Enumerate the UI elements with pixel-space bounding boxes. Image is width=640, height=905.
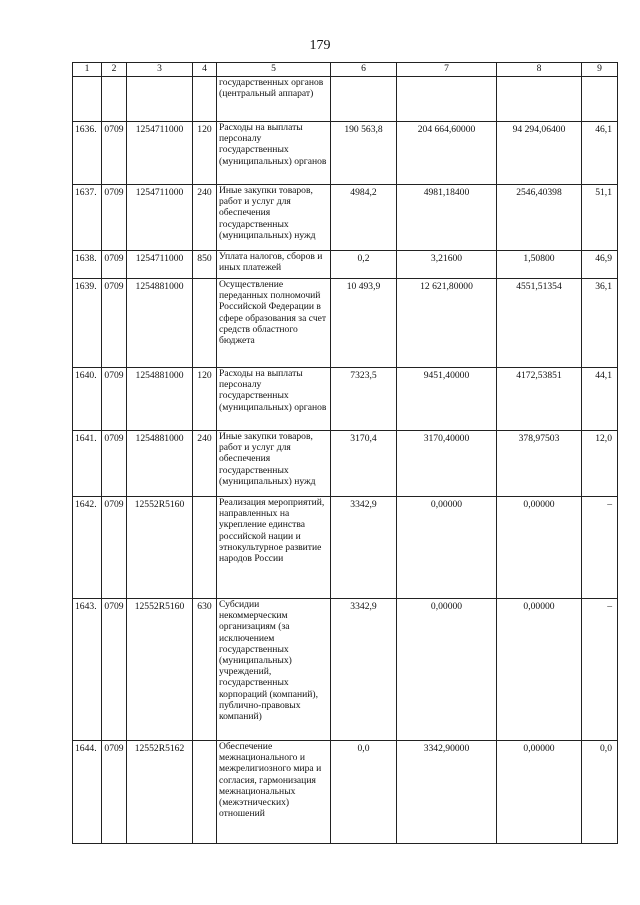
section-code: 0709 [102,368,127,431]
col8-value: 1,50800 [497,251,582,279]
table-row [73,185,618,251]
target-code: 12552R5162 [127,741,193,844]
target-code: 12552R5160 [127,497,193,599]
section-code: 0709 [102,251,127,279]
target-code: 1254711000 [127,185,193,251]
target-code: 1254711000 [127,251,193,279]
item-name: Расходы на выплаты персоналу государственных (муниципальных) органов [217,368,331,431]
item-name: Осуществление переданных полномочий Российской Федерации в сфере образования за счет средств областного бюджета [217,279,331,368]
item-name: Обеспечение межнационального и межрелигиозного мира и согласия, гармонизация межнациональных (межэтнических) отношений [217,741,331,844]
percent-value: 12,0 [582,431,618,497]
percent-value: – [582,497,618,599]
col7-value: 9451,40000 [397,368,497,431]
percent-value: 46,9 [582,251,618,279]
col7-value: 0,00000 [397,599,497,741]
col7-value: 12 621,80000 [397,279,497,368]
col7-value: 4981,18400 [397,185,497,251]
percent-value: 0,0 [582,741,618,844]
col8-value: 378,97503 [497,431,582,497]
table-row [73,122,618,185]
col6-value: 7323,5 [331,368,397,431]
col8-value: 4172,53851 [497,368,582,431]
column-header: 4 [193,63,217,77]
percent-value: 36,1 [582,279,618,368]
row-number: 1644. [73,741,102,844]
column-header: 7 [397,63,497,77]
col7-value: 3,21600 [397,251,497,279]
item-name: Реализация мероприятий, направленных на укрепление единства российской нации и этнокультурное развитие народов России [217,497,331,599]
expense-type-code: 120 [193,122,217,185]
row-number: 1641. [73,431,102,497]
col6-value: 0,2 [331,251,397,279]
row-number [73,77,102,122]
item-name: Субсидии некоммерческим организациям (за исключением государственных (муниципальных) учреждений, государственных корпораций (компаний), публично-правовых компаний) [217,599,331,741]
row-number: 1636. [73,122,102,185]
col6-value: 190 563,8 [331,122,397,185]
percent-value [582,77,618,122]
item-name: государственных органов (центральный аппарат) [217,77,331,122]
row-number: 1643. [73,599,102,741]
table-row [73,431,618,497]
target-code: 1254881000 [127,279,193,368]
row-number: 1639. [73,279,102,368]
column-header: 8 [497,63,582,77]
item-name: Иные закупки товаров, работ и услуг для обеспечения государственных (муниципальных) нужд [217,185,331,251]
table-row [73,599,618,741]
section-code: 0709 [102,122,127,185]
col7-value: 3170,40000 [397,431,497,497]
percent-value: 51,1 [582,185,618,251]
expense-type-code [193,279,217,368]
col6-value: 3342,9 [331,599,397,741]
target-code: 1254881000 [127,431,193,497]
col7-value: 3342,90000 [397,741,497,844]
section-code: 0709 [102,279,127,368]
row-number: 1642. [73,497,102,599]
row-number: 1638. [73,251,102,279]
table-row [73,77,618,122]
percent-value: – [582,599,618,741]
col8-value: 0,00000 [497,599,582,741]
expense-type-code: 850 [193,251,217,279]
col6-value: 3342,9 [331,497,397,599]
table-row [73,279,618,368]
target-code: 1254711000 [127,122,193,185]
expense-type-code: 630 [193,599,217,741]
table-row [73,741,618,844]
item-name: Расходы на выплаты персоналу государственных (муниципальных) органов [217,122,331,185]
col8-value: 2546,40398 [497,185,582,251]
item-name: Иные закупки товаров, работ и услуг для обеспечения государственных (муниципальных) нужд [217,431,331,497]
col8-value: 0,00000 [497,741,582,844]
col8-value: 94 294,06400 [497,122,582,185]
percent-value: 44,1 [582,368,618,431]
table-row [73,368,618,431]
section-code: 0709 [102,431,127,497]
column-header: 3 [127,63,193,77]
col7-value: 0,00000 [397,497,497,599]
target-code [127,77,193,122]
column-header: 2 [102,63,127,77]
page-number: 179 [309,38,331,53]
budget-table [72,62,618,844]
col7-value [397,77,497,122]
row-number: 1637. [73,185,102,251]
column-header: 6 [331,63,397,77]
item-name: Уплата налогов, сборов и иных платежей [217,251,331,279]
column-header: 9 [582,63,618,77]
col8-value: 4551,51354 [497,279,582,368]
section-code [102,77,127,122]
col6-value: 4984,2 [331,185,397,251]
section-code: 0709 [102,599,127,741]
col6-value: 0,0 [331,741,397,844]
percent-value: 46,1 [582,122,618,185]
expense-type-code: 240 [193,185,217,251]
column-header: 5 [217,63,331,77]
col6-value [331,77,397,122]
expense-type-code [193,497,217,599]
expense-type-code: 240 [193,431,217,497]
header-row [73,63,618,77]
expense-type-code [193,77,217,122]
target-code: 1254881000 [127,368,193,431]
col8-value: 0,00000 [497,497,582,599]
col6-value: 3170,4 [331,431,397,497]
table-row [73,497,618,599]
target-code: 12552R5160 [127,599,193,741]
expense-type-code: 120 [193,368,217,431]
col7-value: 204 664,60000 [397,122,497,185]
section-code: 0709 [102,741,127,844]
expense-type-code [193,741,217,844]
section-code: 0709 [102,185,127,251]
table-row [73,251,618,279]
section-code: 0709 [102,497,127,599]
col6-value: 10 493,9 [331,279,397,368]
column-header: 1 [73,63,102,77]
col8-value [497,77,582,122]
row-number: 1640. [73,368,102,431]
